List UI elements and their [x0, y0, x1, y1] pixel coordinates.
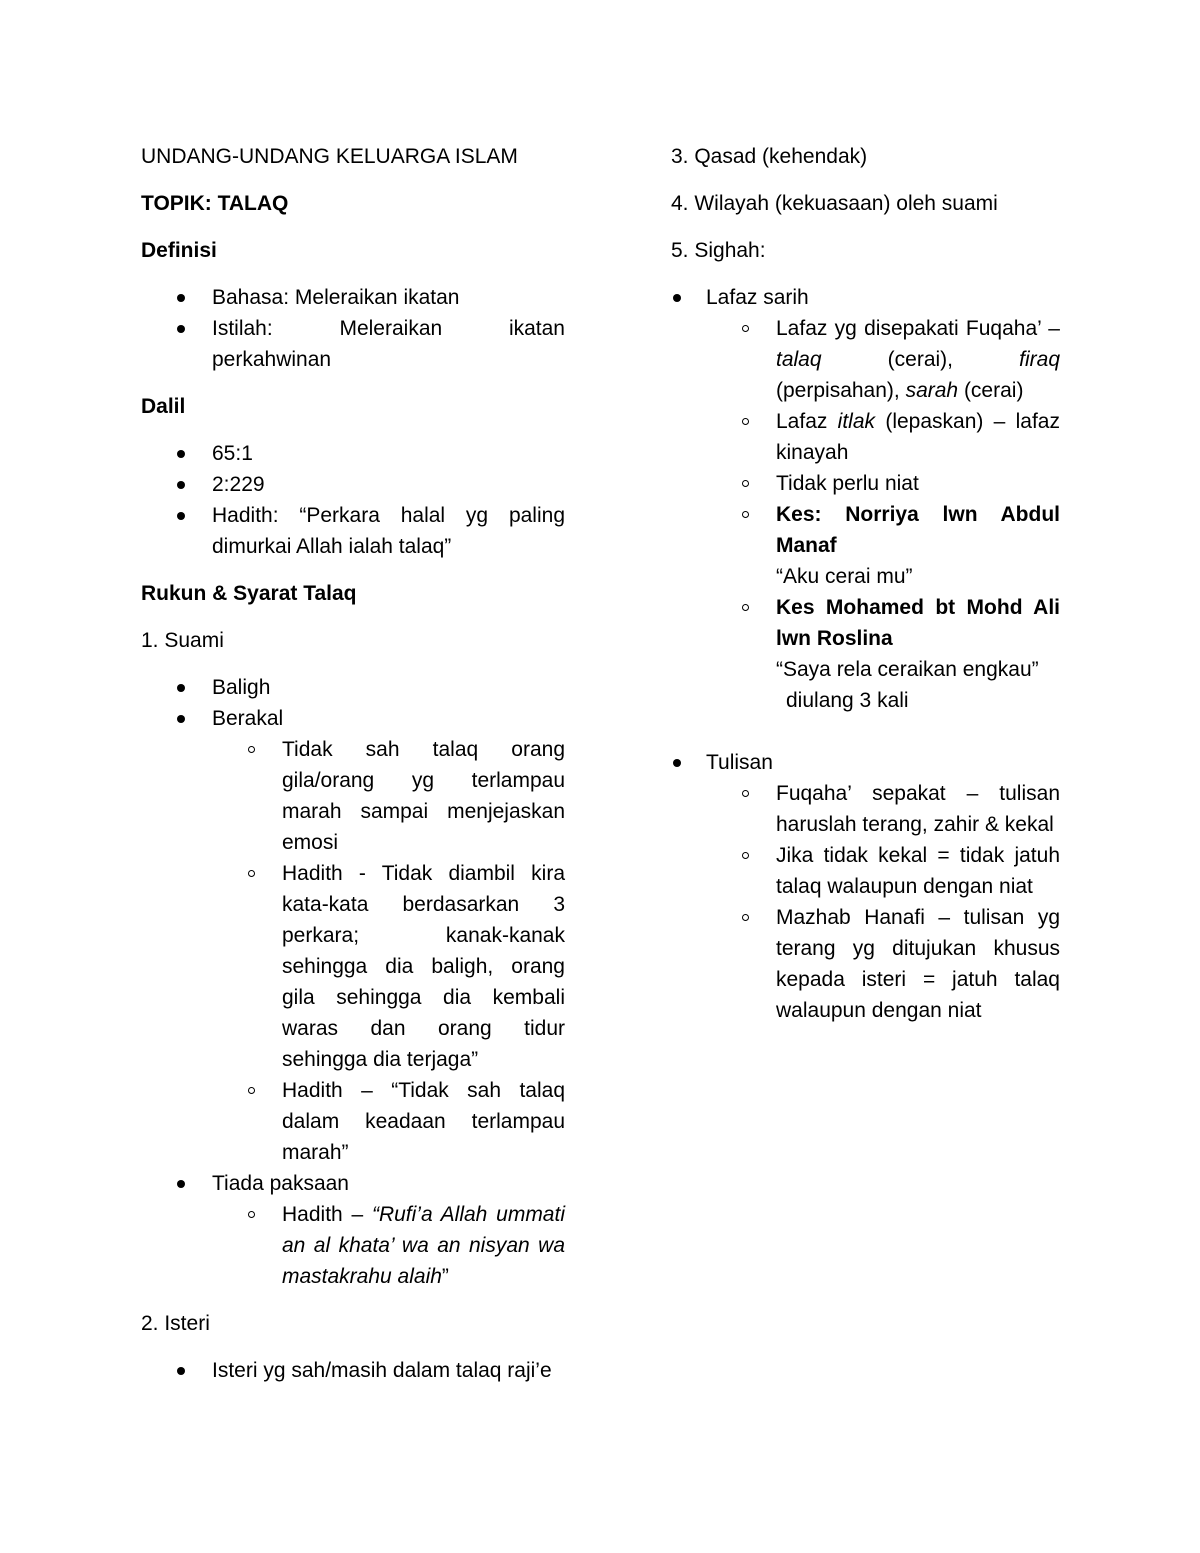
list-item-text: Baligh	[212, 676, 271, 699]
case-note: diulang 3 kali	[786, 689, 909, 712]
term-firaq: firaq	[1019, 348, 1060, 371]
sub-list-item-text	[776, 313, 1060, 406]
qasad-heading: 3. Qasad (kehendak)	[671, 145, 868, 168]
list-item-text: Lafaz sarih	[706, 286, 809, 309]
bullet-icon	[673, 759, 681, 767]
term-sarah: sarah	[905, 379, 959, 402]
list-item-text: Tulisan	[706, 751, 773, 774]
list-item	[141, 313, 565, 375]
circle-bullet-icon	[742, 511, 749, 518]
bullet-icon	[177, 512, 185, 520]
circle-bullet-icon	[742, 325, 749, 332]
circle-bullet-icon	[742, 480, 749, 487]
dalil-list	[141, 438, 565, 562]
sub-list-item	[671, 592, 1060, 716]
wilayah-heading: 4. Wilayah (kekuasaan) oleh suami	[671, 192, 998, 215]
sub-list-item-text: Tidak sah talaq orang gila/orang yg terlampau marah sampai menjejaskan emosi	[282, 738, 565, 854]
tulisan-list	[671, 747, 1060, 1026]
list-item	[141, 469, 565, 500]
circle-bullet-icon	[742, 914, 749, 921]
suami-heading: 1. Suami	[141, 629, 224, 652]
list-item	[141, 1355, 565, 1386]
left-column	[141, 141, 565, 1386]
bullet-icon	[177, 450, 185, 458]
sub-list-item	[671, 468, 1060, 499]
hadith-italic-text: “Rufi’a Allah ummati an al khata’ wa an nisyan wa mastakrahu alaih	[282, 1203, 565, 1288]
circle-bullet-icon	[248, 1211, 255, 1218]
sub-list-item-text: Tidak perlu niat	[776, 472, 919, 495]
circle-bullet-icon	[742, 790, 749, 797]
document-title: UNDANG-UNDANG KELUARGA ISLAM	[141, 145, 518, 168]
list-item	[671, 747, 1060, 778]
suami-list	[141, 672, 565, 1292]
circle-bullet-icon	[742, 418, 749, 425]
case-title: Kes: Norriya lwn Abdul Manaf	[776, 503, 1060, 557]
case-quote: “Saya rela ceraikan engkau”	[776, 658, 1039, 681]
bullet-icon	[177, 684, 185, 692]
bullet-icon	[177, 294, 185, 302]
definisi-heading: Definisi	[141, 239, 217, 262]
sub-list-item	[671, 778, 1060, 840]
topic-heading: TOPIK: TALAQ	[141, 192, 289, 215]
dalil-heading: Dalil	[141, 395, 186, 418]
sub-list-item	[671, 840, 1060, 902]
bullet-icon	[177, 1367, 185, 1375]
bullet-icon	[673, 294, 681, 302]
sub-list-item-text: Jika tidak kekal = tidak jatuh talaq walaupun dengan niat	[776, 844, 1060, 898]
circle-bullet-icon	[248, 870, 255, 877]
sub-list-item-text: Fuqaha’ sepakat – tulisan haruslah terang, zahir & kekal	[776, 782, 1060, 836]
sub-list-item-text	[282, 1199, 565, 1292]
sighah-list	[671, 282, 1060, 716]
list-item-text: Bahasa: Meleraikan ikatan	[212, 286, 460, 309]
sub-list-item	[671, 499, 1060, 592]
sub-list-item	[671, 902, 1060, 1026]
term-gloss: (cerai),	[821, 348, 1020, 371]
sub-list-item-text	[776, 406, 1060, 468]
term-gloss: (cerai)	[958, 379, 1024, 402]
sighah-heading: 5. Sighah:	[671, 239, 766, 262]
definisi-list	[141, 282, 565, 375]
lafaz-prefix: Lafaz	[776, 410, 838, 433]
sub-list-item	[671, 406, 1060, 468]
sub-list-item	[141, 734, 565, 858]
list-item-text: Istilah: Meleraikan ikatan perkahwinan	[212, 317, 565, 371]
list-item-text: Tiada paksaan	[212, 1172, 349, 1195]
list-item-text: Berakal	[212, 707, 284, 730]
list-item-text: Isteri yg sah/masih dalam talaq raji’e	[212, 1359, 552, 1382]
case-title: Kes Mohamed bt Mohd Ali lwn Roslina	[776, 596, 1060, 650]
circle-bullet-icon	[248, 1087, 255, 1094]
isteri-heading: 2. Isteri	[141, 1312, 210, 1335]
list-item	[671, 282, 1060, 313]
list-item	[141, 282, 565, 313]
bullet-icon	[177, 481, 185, 489]
sub-list-item-text: Hadith - Tidak diambil kira kata-kata berdasarkan 3 perkara; kanak-kanak sehingga dia baligh, orang gila sehingga dia kembali waras dan orang tidur sehingga dia terjaga”	[282, 862, 565, 1071]
list-item-text: 2:229	[212, 473, 265, 496]
right-column	[671, 141, 1060, 1026]
rukun-heading: Rukun & Syarat Talaq	[141, 582, 357, 605]
sub-list-item	[141, 1075, 565, 1168]
sub-list-item-text: Mazhab Hanafi – tulisan yg terang yg ditujukan khusus kepada isteri = jatuh talaq walaupun dengan niat	[776, 906, 1060, 1022]
sub-list-item	[141, 858, 565, 1075]
circle-bullet-icon	[248, 746, 255, 753]
list-item	[141, 1168, 565, 1199]
circle-bullet-icon	[742, 852, 749, 859]
term-gloss: (perpisahan),	[776, 379, 906, 402]
bullet-icon	[177, 715, 185, 723]
sub-list-item	[141, 1199, 565, 1292]
list-item	[141, 672, 565, 703]
case-quote: “Aku cerai mu”	[776, 565, 913, 588]
circle-bullet-icon	[742, 604, 749, 611]
sub-list-item-text: Hadith – “Tidak sah talaq dalam keadaan terlampau marah”	[282, 1079, 565, 1164]
list-item	[141, 438, 565, 469]
bullet-icon	[177, 325, 185, 333]
list-item	[141, 500, 565, 562]
term-itlak: itlak	[837, 410, 876, 433]
list-item-text: Hadith: “Perkara halal yg paling dimurkai Allah ialah talaq”	[212, 504, 565, 558]
term-gloss: (lepaskan) – lafaz kinayah	[776, 410, 1060, 464]
list-item	[141, 703, 565, 734]
isteri-list	[141, 1355, 565, 1386]
bullet-icon	[177, 1180, 185, 1188]
hadith-suffix: ”	[441, 1265, 449, 1288]
term-talaq: talaq	[776, 348, 822, 371]
lafaz-prefix: Lafaz yg disepakati Fuqaha’ –	[776, 317, 1060, 340]
sub-list-item	[671, 313, 1060, 406]
hadith-prefix: Hadith –	[282, 1203, 372, 1226]
list-item-text: 65:1	[212, 442, 253, 465]
